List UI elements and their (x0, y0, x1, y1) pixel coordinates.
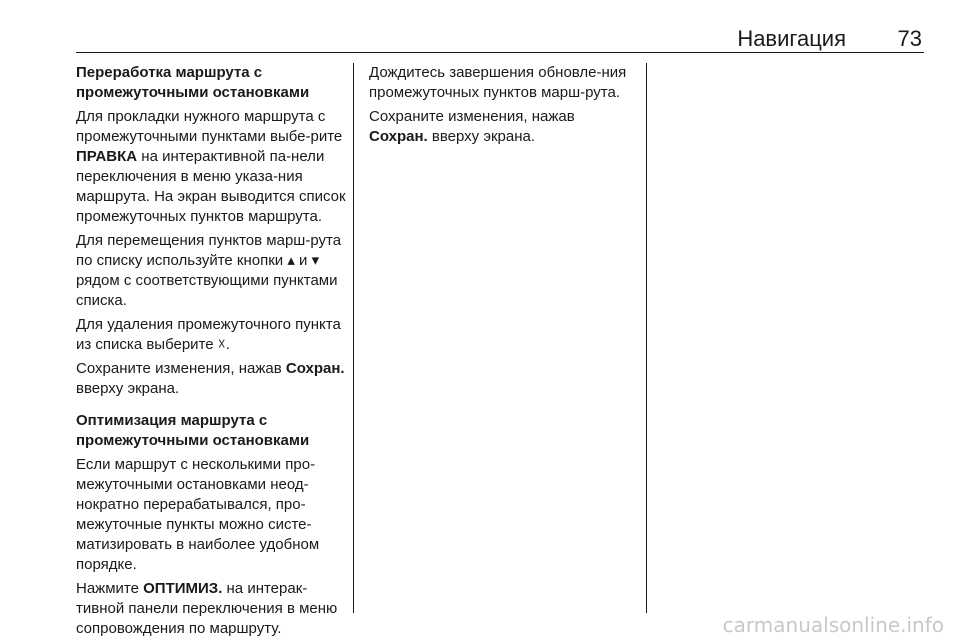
watermark: carmanualsonline.info (722, 613, 944, 637)
column-divider (353, 63, 354, 613)
paragraph-text: Для прокладки нужного маршрута с промежуточными пунктами выбе-рите (76, 108, 343, 145)
paragraph-text: вверху экрана. (76, 380, 180, 397)
column-divider (646, 63, 647, 613)
paragraph-text: Нажмите (76, 580, 144, 597)
paragraph-save-changes-2 (369, 107, 631, 147)
paragraph-text: на интерактивной па-нели переключения в меню указа-ния маршрута. На экран выводится список промежуточных пунктов маршрута. (76, 148, 346, 225)
paragraph-text: вверху экрана. (427, 128, 536, 145)
header-rule (76, 52, 924, 53)
paragraph-optimize-intro: Если маршрут с несколькими про-межуточными остановками неод-нократно перерабатывался, про-межуточные пункты можно систе-матизировать в наиболее удобном порядке. (76, 456, 320, 573)
keyword-edit: ПРАВКА (76, 148, 138, 165)
keyword-optimize: ОПТИМИЗ. (143, 580, 223, 597)
paragraph-text: Сохраните изменения, нажав (76, 360, 286, 377)
paragraph-text: Сохраните изменения, нажав (369, 108, 575, 125)
page-number: 73 (897, 26, 922, 51)
section-gap (76, 399, 348, 411)
right-column (369, 63, 631, 147)
page-header (76, 24, 924, 52)
paragraph-delete-point: Для удаления промежуточного пункта из списка выберите ☓. (76, 316, 341, 353)
section-heading-optimize-route: Оптимизация маршрута с промежуточными остановками (76, 412, 310, 449)
page-title: Навигация (737, 26, 846, 51)
keyword-save: Сохран. (369, 128, 428, 145)
left-column (76, 63, 348, 639)
paragraph-press-optimize (76, 579, 348, 639)
paragraph-text: на интерак-тивной панели переключения в меню сопровождения по маршруту. (76, 580, 338, 637)
paragraph-save-changes (76, 359, 348, 399)
paragraph-wait-update: Дождитесь завершения обновле-ния промежуточных пунктов марш-рута. (369, 64, 627, 101)
section-heading-rework-route: Переработка маршрута с промежуточными остановками (76, 64, 310, 101)
paragraph-edit-route (76, 107, 348, 227)
paragraph-move-points: Для перемещения пунктов марш-рута по списку используйте кнопки ▴ и ▾ рядом с соответствующими пунктами списка. (76, 232, 342, 309)
keyword-save: Сохран. (285, 360, 345, 377)
